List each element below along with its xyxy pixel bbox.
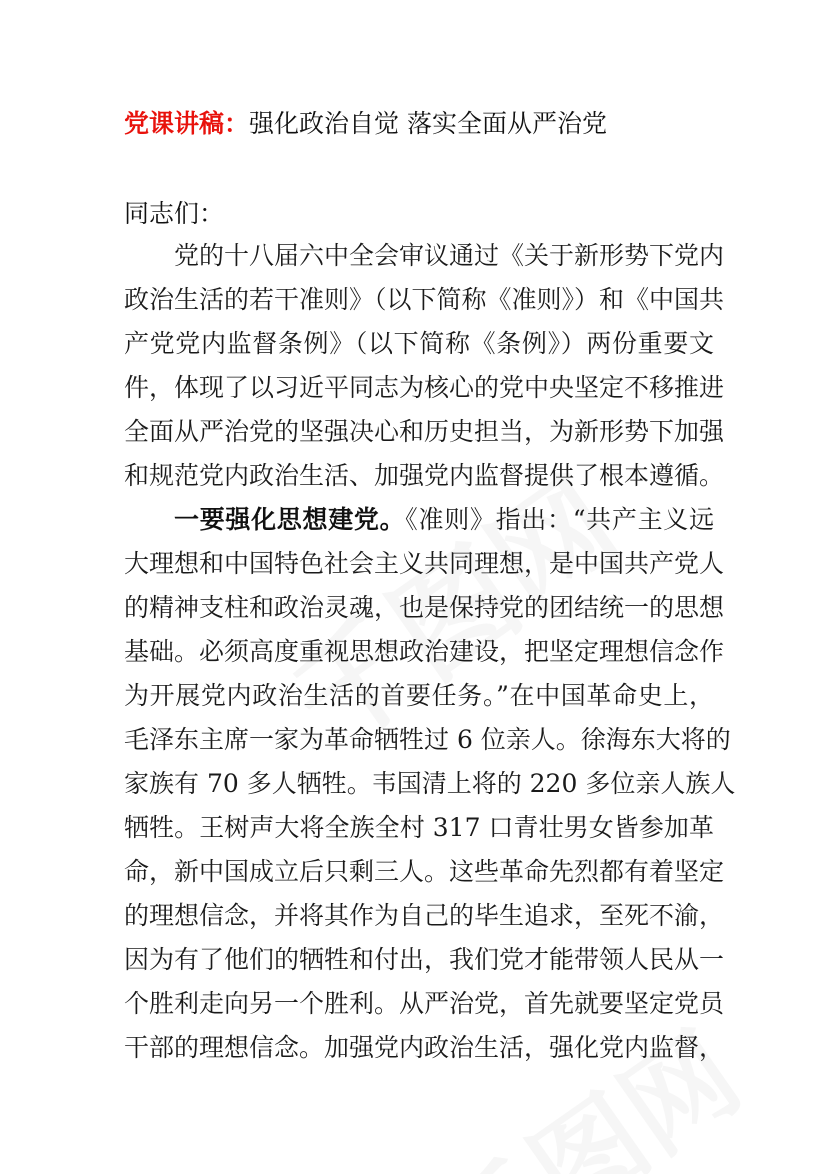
paragraph-1-line: 政治生活的若干准则》（以下简称《准则》）和《中国共 <box>124 285 725 314</box>
title-prefix: 党课讲稿： <box>124 109 250 138</box>
paragraph-2-line: 大理想和中国特色社会主义共同理想，是中国共产党人 <box>124 549 725 578</box>
paragraph-2-line: 因为有了他们的牺牲和付出，我们党才能带领人民从一 <box>124 945 725 974</box>
document-title <box>124 106 607 142</box>
paragraph-2-line: 命，新中国成立后只剩三人。这些革命先烈都有着坚定 <box>124 857 725 886</box>
salutation: 同志们： <box>124 199 225 228</box>
paragraph-1-line: 件，体现了以习近平同志为核心的党中央坚定不移推进 <box>124 373 725 402</box>
paragraph-2-line: 干部的理想信念。加强党内政治生活，强化党内监督， <box>124 1033 725 1062</box>
title-text: 强化政治自觉 落实全面从严治党 <box>249 109 607 138</box>
paragraph-2-first-line <box>174 502 714 538</box>
paragraph-2-line: 的理想信念，并将其作为自己的毕生追求，至死不渝， <box>124 901 725 930</box>
paragraph-2-line: 毛泽东主席一家为革命牺牲过 6 位亲人。徐海东大将的 <box>124 725 731 754</box>
paragraph-2-heading: 一要强化思想建党。 <box>174 505 406 534</box>
paragraph-1-line: 产党党内监督条例》（以下简称《条例》）两份重要文 <box>124 329 714 358</box>
paragraph-2-line: 的精神支柱和政治灵魂，也是保持党的团结统一的思想 <box>124 593 725 622</box>
paragraph-2-line: 基础。必须高度重视思想政治建设，把坚定理想信念作 <box>124 637 725 666</box>
paragraph-1-line: 党的十八届六中全会审议通过《关于新形势下党内 <box>174 241 725 270</box>
paragraph-2-line: 个胜利走向另一个胜利。从严治党，首先就要坚定党员 <box>124 989 725 1018</box>
paragraph-2-line: 牺牲。王树声大将全族全村 317 口青壮男女皆参加革 <box>124 813 714 842</box>
paragraph-1-line: 和规范党内政治生活、加强党内监督提供了根本遵循。 <box>124 461 725 490</box>
paragraph-2-line: 为开展党内政治生活的首要任务。”在中国革命史上， <box>124 681 714 710</box>
paragraph-1-line: 全面从严治党的坚强决心和历史担当，为新形势下加强 <box>124 417 725 446</box>
paragraph-2-first-rest: 《准则》指出：“共产主义远 <box>405 505 714 534</box>
paragraph-2-line: 家族有 70 多人牺牲。韦国清上将的 220 多位亲人族人 <box>124 769 736 798</box>
